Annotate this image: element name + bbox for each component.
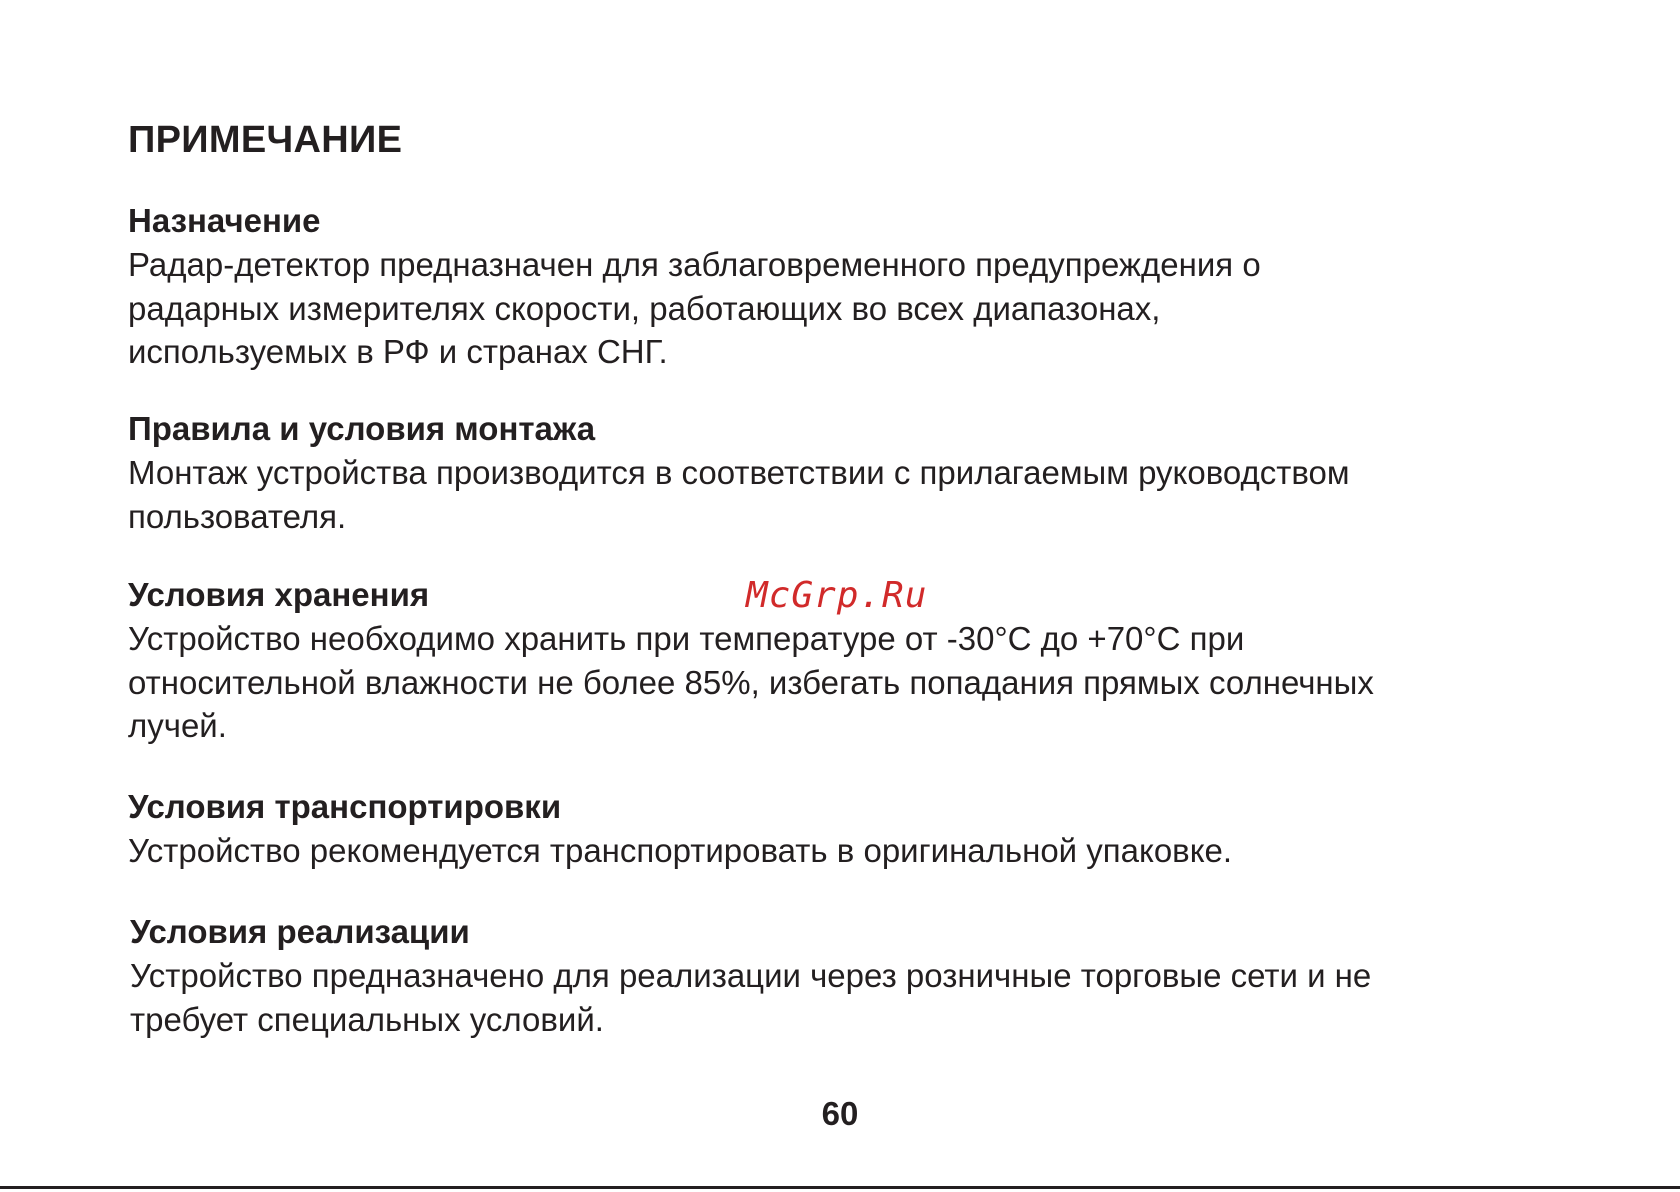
- section-text: Устройство необходимо хранить при температуре от -30°С до +70°С при относительной влажности не более 85%, избегать попадания прямых солнечных лучей.: [128, 620, 1374, 744]
- page-title: ПРИМЕЧАНИЕ: [128, 119, 403, 161]
- section-mounting: [128, 407, 1548, 538]
- section-heading: Условия транспортировки: [128, 788, 562, 825]
- section-sale: [130, 910, 1550, 1041]
- section-heading: Правила и условия монтажа: [128, 410, 596, 447]
- section-heading: Условия реализации: [130, 913, 470, 950]
- section-text: Устройство рекомендуется транспортировать в оригинальной упаковке.: [128, 832, 1233, 869]
- section-transport: [128, 785, 1548, 873]
- section-heading: Назначение: [128, 202, 321, 239]
- bottom-divider: [0, 1186, 1680, 1189]
- section-text: Радар-детектор предназначен для заблаговременного предупреждения о радарных измерителях скорости, работающих во всех диапазонах, используемых в РФ и странах СНГ.: [128, 246, 1261, 370]
- page-number: 60: [821, 1095, 859, 1132]
- section-heading: Условия хранения: [128, 576, 430, 613]
- section-text: Устройство предназначено для реализации через розничные торговые сети и не требует специальных условий.: [130, 957, 1372, 1038]
- watermark: McGrp.Ru: [746, 575, 928, 616]
- section-purpose: [128, 199, 1548, 374]
- section-text: Монтаж устройства производится в соответствии с прилагаемым руководством пользователя.: [128, 454, 1350, 535]
